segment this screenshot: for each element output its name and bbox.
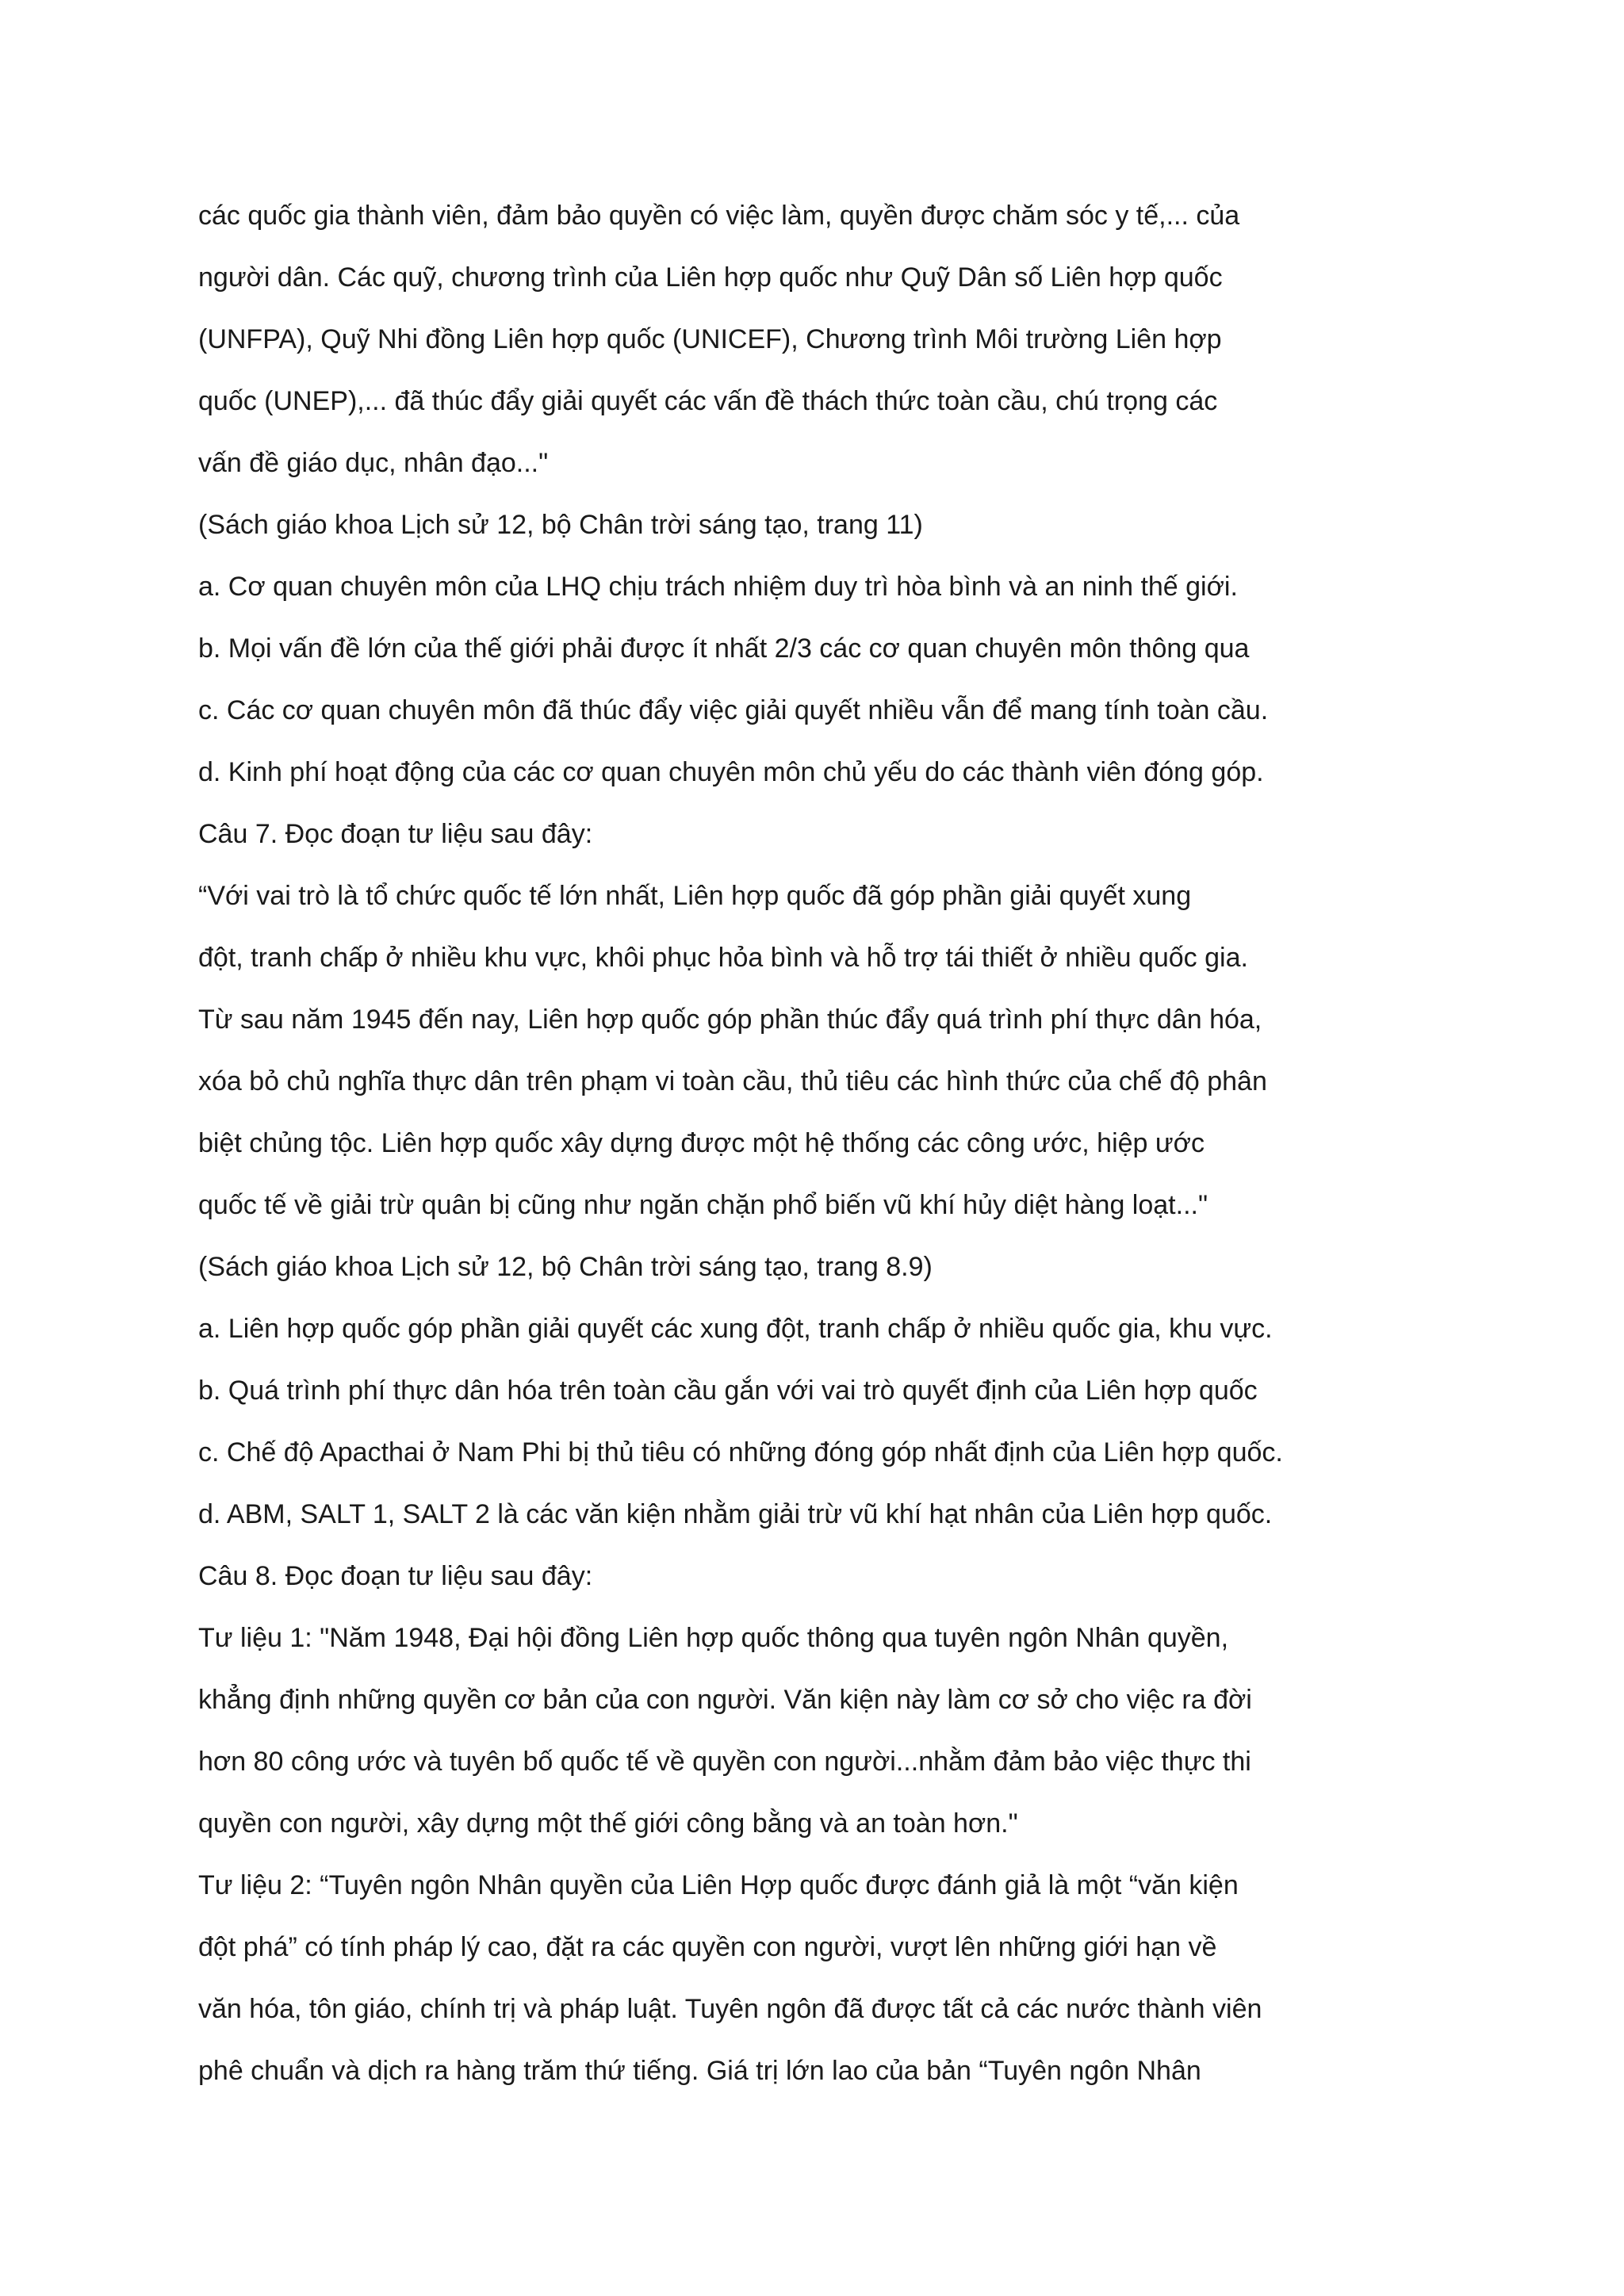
answer-option-c: c. Chế độ Apacthai ở Nam Phi bị thủ tiêu có những đóng góp nhất định của Liên hợp quốc. [198,1437,1283,1468]
answer-option-b: b. Mọi vấn đề lớn của thế giới phải được ít nhất 2/3 các cơ quan chuyên môn thông qua [198,633,1250,664]
text-line: (UNFPA), Quỹ Nhi đồng Liên hợp quốc (UNICEF), Chương trình Môi trường Liên hợp [198,324,1222,354]
text-line: các quốc gia thành viên, đảm bảo quyền có việc làm, quyền được chăm sóc y tế,... của [198,201,1240,231]
answer-option-a: a. Liên hợp quốc góp phần giải quyết các xung đột, tranh chấp ở nhiều quốc gia, khu vực. [198,1314,1273,1344]
answer-option-d: d. Kinh phí hoạt động của các cơ quan chuyên môn chủ yếu do các thành viên đóng góp. [198,757,1264,787]
text-line: quốc (UNEP),... đã thúc đẩy giải quyết các vấn đề thách thức toàn cầu, chú trọng các [198,386,1218,416]
answer-option-c: c. Các cơ quan chuyên môn đã thúc đẩy việc giải quyết nhiều vẫn để mang tính toàn cầu. [198,695,1269,725]
text-line: xóa bỏ chủ nghĩa thực dân trên phạm vi toàn cầu, thủ tiêu các hình thức của chế độ phân [198,1066,1267,1096]
text-line: khẳng định những quyền cơ bản của con người. Văn kiện này làm cơ sở cho việc ra đời [198,1685,1252,1715]
text-line: người dân. Các quỹ, chương trình của Liên hợp quốc như Quỹ Dân số Liên hợp quốc [198,262,1223,293]
text-line: quốc tế về giải trừ quân bị cũng như ngăn chặn phổ biến vũ khí hủy diệt hàng loạt..." [198,1190,1208,1220]
document-body [198,193,1467,2110]
text-line: Tư liệu 2: “Tuyên ngôn Nhân quyền của Liên Hợp quốc được đánh giả là một “văn kiện [198,1870,1239,1900]
text-line: Từ sau năm 1945 đến nay, Liên hợp quốc góp phần thúc đẩy quá trình phí thực dân hóa, [198,1004,1262,1035]
source-citation: (Sách giáo khoa Lịch sử 12, bộ Chân trời sáng tạo, trang 8.9) [198,1252,933,1282]
text-line: đột phá” có tính pháp lý cao, đặt ra các quyền con người, vượt lên những giới hạn về [198,1932,1217,1962]
answer-option-d: d. ABM, SALT 1, SALT 2 là các văn kiện nhằm giải trừ vũ khí hạt nhân của Liên hợp quốc. [198,1499,1273,1529]
text-line: đột, tranh chấp ở nhiều khu vực, khôi phục hỏa bình và hỗ trợ tái thiết ở nhiều quốc gia. [198,943,1248,973]
text-line: Tư liệu 1: "Năm 1948, Đại hội đồng Liên hợp quốc thông qua tuyên ngôn Nhân quyền, [198,1623,1229,1653]
answer-option-a: a. Cơ quan chuyên môn của LHQ chịu trách nhiệm duy trì hòa bình và an ninh thế giới. [198,572,1238,602]
text-line: phê chuẩn và dịch ra hàng trăm thứ tiếng. Giá trị lớn lao của bản “Tuyên ngôn Nhân [198,2056,1201,2086]
text-line: “Với vai trò là tổ chức quốc tế lớn nhất, Liên hợp quốc đã góp phần giải quyết xung [198,881,1192,911]
text-line: vấn đề giáo dục, nhân đạo..." [198,448,549,478]
source-citation: (Sách giáo khoa Lịch sử 12, bộ Chân trời sáng tạo, trang 11) [198,510,923,540]
text-line: quyền con người, xây dựng một thế giới công bằng và an toàn hơn." [198,1808,1018,1839]
question-heading: Câu 8. Đọc đoạn tư liệu sau đây: [198,1561,593,1591]
question-heading: Câu 7. Đọc đoạn tư liệu sau đây: [198,819,593,849]
answer-option-b: b. Quá trình phí thực dân hóa trên toàn cầu gắn với vai trò quyết định của Liên hợp quốc [198,1376,1258,1406]
text-line: biệt chủng tộc. Liên hợp quốc xây dựng được một hệ thống các công ước, hiệp ước [198,1128,1205,1158]
text-line: hơn 80 công ước và tuyên bố quốc tế về quyền con người...nhằm đảm bảo việc thực thi [198,1747,1251,1777]
text-line: văn hóa, tôn giáo, chính trị và pháp luật. Tuyên ngôn đã được tất cả các nước thành viên [198,1994,1262,2024]
